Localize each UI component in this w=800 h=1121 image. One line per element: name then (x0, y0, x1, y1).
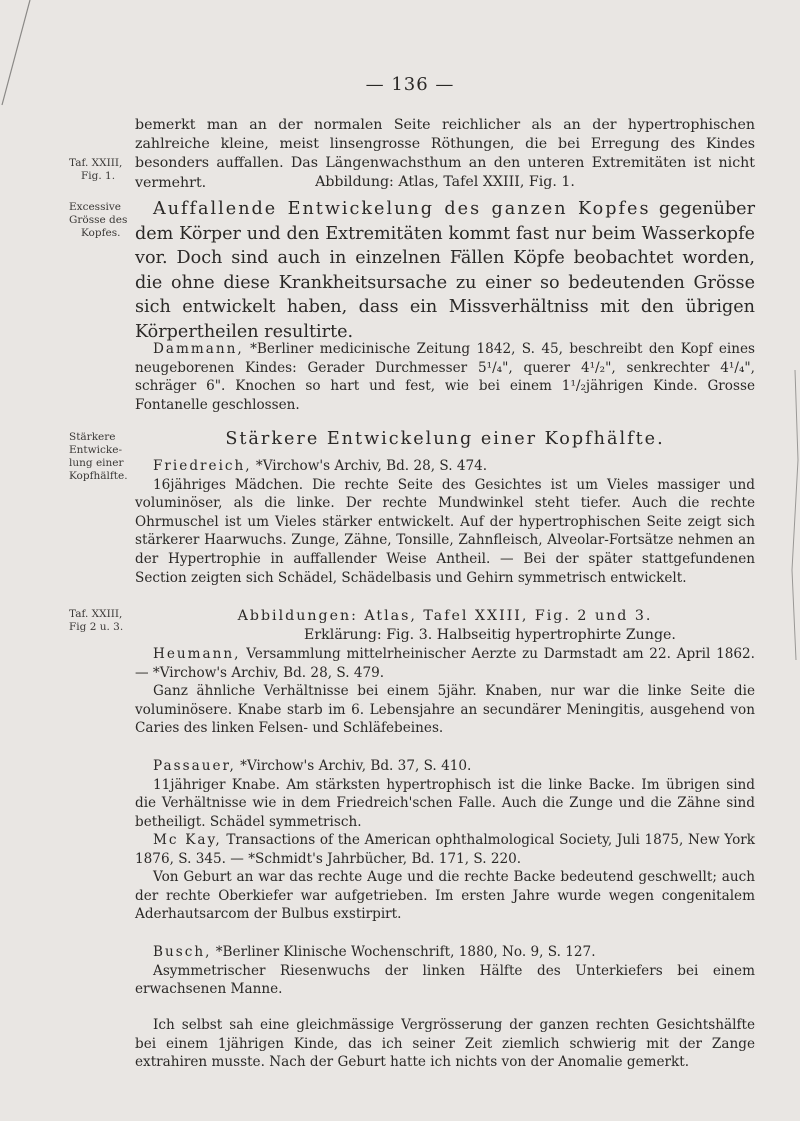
citation-dammann: Dammann, *Berliner medicinische Zeitung 1842, S. 45, beschreibt den Kopf eines neugeborenen Kindes: Gerader Durchmesser 5¹/₄", querer 4¹/₂", senkrechter 4¹/₄", schräger 6". Knochen so hart und fest, wie bei einem 1¹/₂jährigen Kinde. Grosse Fontanelle geschlossen. (135, 341, 755, 413)
margin-note-taf-1: Taf. XXIII, Fig. 1. (69, 157, 123, 182)
section-heading: Auffallende Entwickelung des ganzen Kopfes (153, 199, 651, 219)
margin-note-taf-2: Taf. XXIII, Fig 2 u. 3. (69, 608, 124, 633)
author-name: Heumann, (153, 646, 241, 662)
figure-reference-2: Abbildungen: Atlas, Tafel XXIII, Fig. 2 und 3. Erklärung: Fig. 3. Halbseitig hypertrophirte Zunge. (237, 608, 676, 644)
author-name: Mc Kay, (153, 832, 222, 848)
citation-passauer: Passauer, *Virchow's Archiv, Bd. 37, S. 410. 11jähriger Knabe. Am stärksten hypertrophisch ist die linke Backe. Im übrigen sind die Verhältnisse wie in dem Friedreich'schen Falle. Auch die Zunge und die Zähne sind betheiligt. Schädel symmetrisch. (135, 758, 755, 830)
section-excessive-head: Auffallende Entwickelung des ganzen Kopfes gegenüber dem Körper und den Extremitäten kommt fast nur beim Wasserkopfe vor. Doch sind auch in einzelnen Fällen Köpfe beobachtet worden, die ohne diese Krankheitsursache zu einer so bedeutenden Grösse sich entwickelt haben, dass ein Missverhältniss mit den übrigen Körpertheilen resultirte. (135, 199, 755, 342)
closing-paragraph: Ich selbst sah eine gleichmässige Vergrösserung der ganzen rechten Gesichtshälfte bei einem 1jährigen Kinde, das ich seiner Zeit ziemlich schwierig mit der Zange extrahiren musste. Nach der Geburt hatte ich nichts von der Anomalie gemerkt. (135, 1017, 755, 1071)
margin-note-staerkere: Stärkere Entwicke- lung einer Kopfhälfte. (69, 431, 128, 482)
author-name: Dammann, (153, 341, 244, 357)
page-number: — 136 — (365, 74, 455, 95)
citation-friedreich: Friedreich, *Virchow's Archiv, Bd. 28, S. 474. 16jähriges Mädchen. Die rechte Seite des Gesichtes ist um Vieles massiger und voluminöser, als die linke. Der rechte Mundwinkel steht tiefer. Auch die rechte Ohrmuschel ist um Vieles stärker entwickelt. Auf der hypertrophischen Seite zeigt sich stärkerer Haarwuchs. Zunge, Zähne, Tonsille, Zahnfleisch, Alveolar-Fortsätze nehmen an der Hypertrophie in auffallender Weise Antheil. — Bei der später stattgefundenen Section zeigten sich Schädel, Schädelbasis und Gehirn symmetrisch entwickelt. (135, 458, 755, 586)
section-heading-staerkere: Stärkere Entwickelung einer Kopfhälfte. (225, 429, 665, 449)
figure-reference-1: Abbildung: Atlas, Tafel XXIII, Fig. 1. (315, 174, 575, 190)
author-name: Friedreich, (153, 458, 252, 474)
citation-busch: Busch, *Berliner Klinische Wochenschrift, 1880, No. 9, S. 127. Asymmetrischer Riesenwuchs der linken Hälfte des Unterkiefers bei einem erwachsenen Manne. (135, 944, 755, 998)
author-name: Passauer, (153, 758, 236, 774)
citation-mckay: Mc Kay, Transactions of the American ophthalmological Society, Juli 1875, New York 1876, S. 345. — *Schmidt's Jahrbücher, Bd. 171, S. 220. Von Geburt an war das rechte Auge und die rechte Backe bedeutend geschwellt; auch der rechte Oberkiefer war aufgetrieben. Im ersten Jahre wurde wegen congenitalem Aderhautsarcom der Bulbus exstirpirt. (135, 832, 755, 923)
page-corner-fold (0, 0, 40, 110)
citation-heumann: Heumann, Versammlung mittelrheinischer Aerzte zu Darmstadt am 22. April 1862. — *Virchow's Archiv, Bd. 28, S. 479. Ganz ähnliche Verhältnisse bei einem 5jähr. Knaben, nur war die linke Seite die voluminösere. Knabe starb im 6. Lebensjahre an secundärer Meningitis, ausgehend von Caries des linken Felsen- und Schläfebeines. (135, 646, 755, 737)
margin-note-excessive: Excessive Grösse des Kopfes. (69, 201, 128, 239)
author-name: Busch, (153, 944, 212, 960)
page-edge-mark (770, 370, 800, 660)
intro-paragraph: bemerkt man an der normalen Seite reichlicher als an der hypertrophischen zahlreiche kleine, meist linsengrosse Röthungen, die bei Erregung des Kindes besonders auffallen. Das Längenwachsthum an den unteren Extremitäten ist nicht vermehrt. (135, 117, 755, 191)
